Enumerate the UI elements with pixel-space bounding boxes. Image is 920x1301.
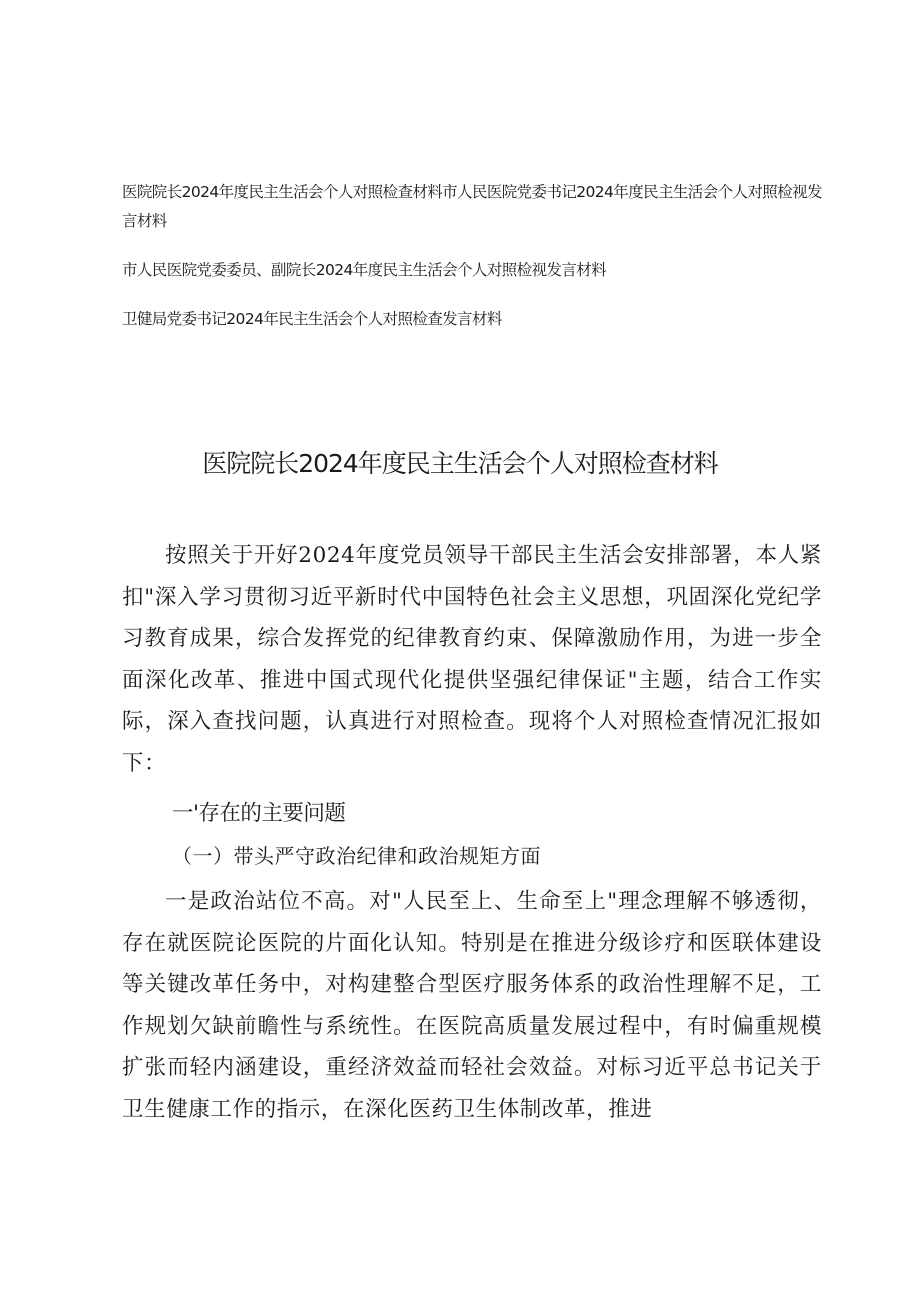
section-heading: 一'存在的主要问题 (172, 801, 346, 826)
intro-paragraph: 按照关于开好2024年度党员领导干部民主生活会安排部署，本人紧扣"深入学习贯彻习近平新时代中国特色社会主义思想，巩固深化党纪学习教育成果，综合发挥党的纪律教育约束、保障激励作用，为进一步全面深化改革、推进中国式现代化提供坚强纪律保证"主题，结合工作实际，深入查找问题，认真进行对照检查。现将个人对照检查情况汇报如下： (122, 543, 822, 776)
related-document-item: 卫健局党委书记2024年民主生活会个人对照检查发言材料 (122, 310, 502, 328)
related-document-item: 医院院长2024年度民主生活会个人对照检查材料市人民医院党委书记2024年度民主生活会个人对照检视发言材料 (122, 183, 822, 230)
subsection-heading: （一）带头严守政治纪律和政治规矩方面 (172, 844, 541, 868)
related-documents-list (122, 178, 822, 354)
document-title: 医院院长2024年度民主生活会个人对照检查材料 (202, 449, 718, 478)
body-paragraph: 一是政治站位不高。对"人民至上、生命至上"理念理解不够透彻，存在就医院论医院的片面化认知。特别是在推进分级诊疗和医联体建设等关键改革任务中，对构建整合型医疗服务体系的政治性理解不足，工作规划欠缺前瞻性与系统性。在医院高质量发展过程中，有时偏重规模扩张而轻内涵建设，重经济效益而轻社会效益。对标习近平总书记关于卫生健康工作的指示，在深化医药卫生体制改革，推进 (122, 889, 822, 1122)
related-document-item: 市人民医院党委委员、副院长2024年度民主生活会个人对照检视发言材料 (122, 261, 607, 279)
